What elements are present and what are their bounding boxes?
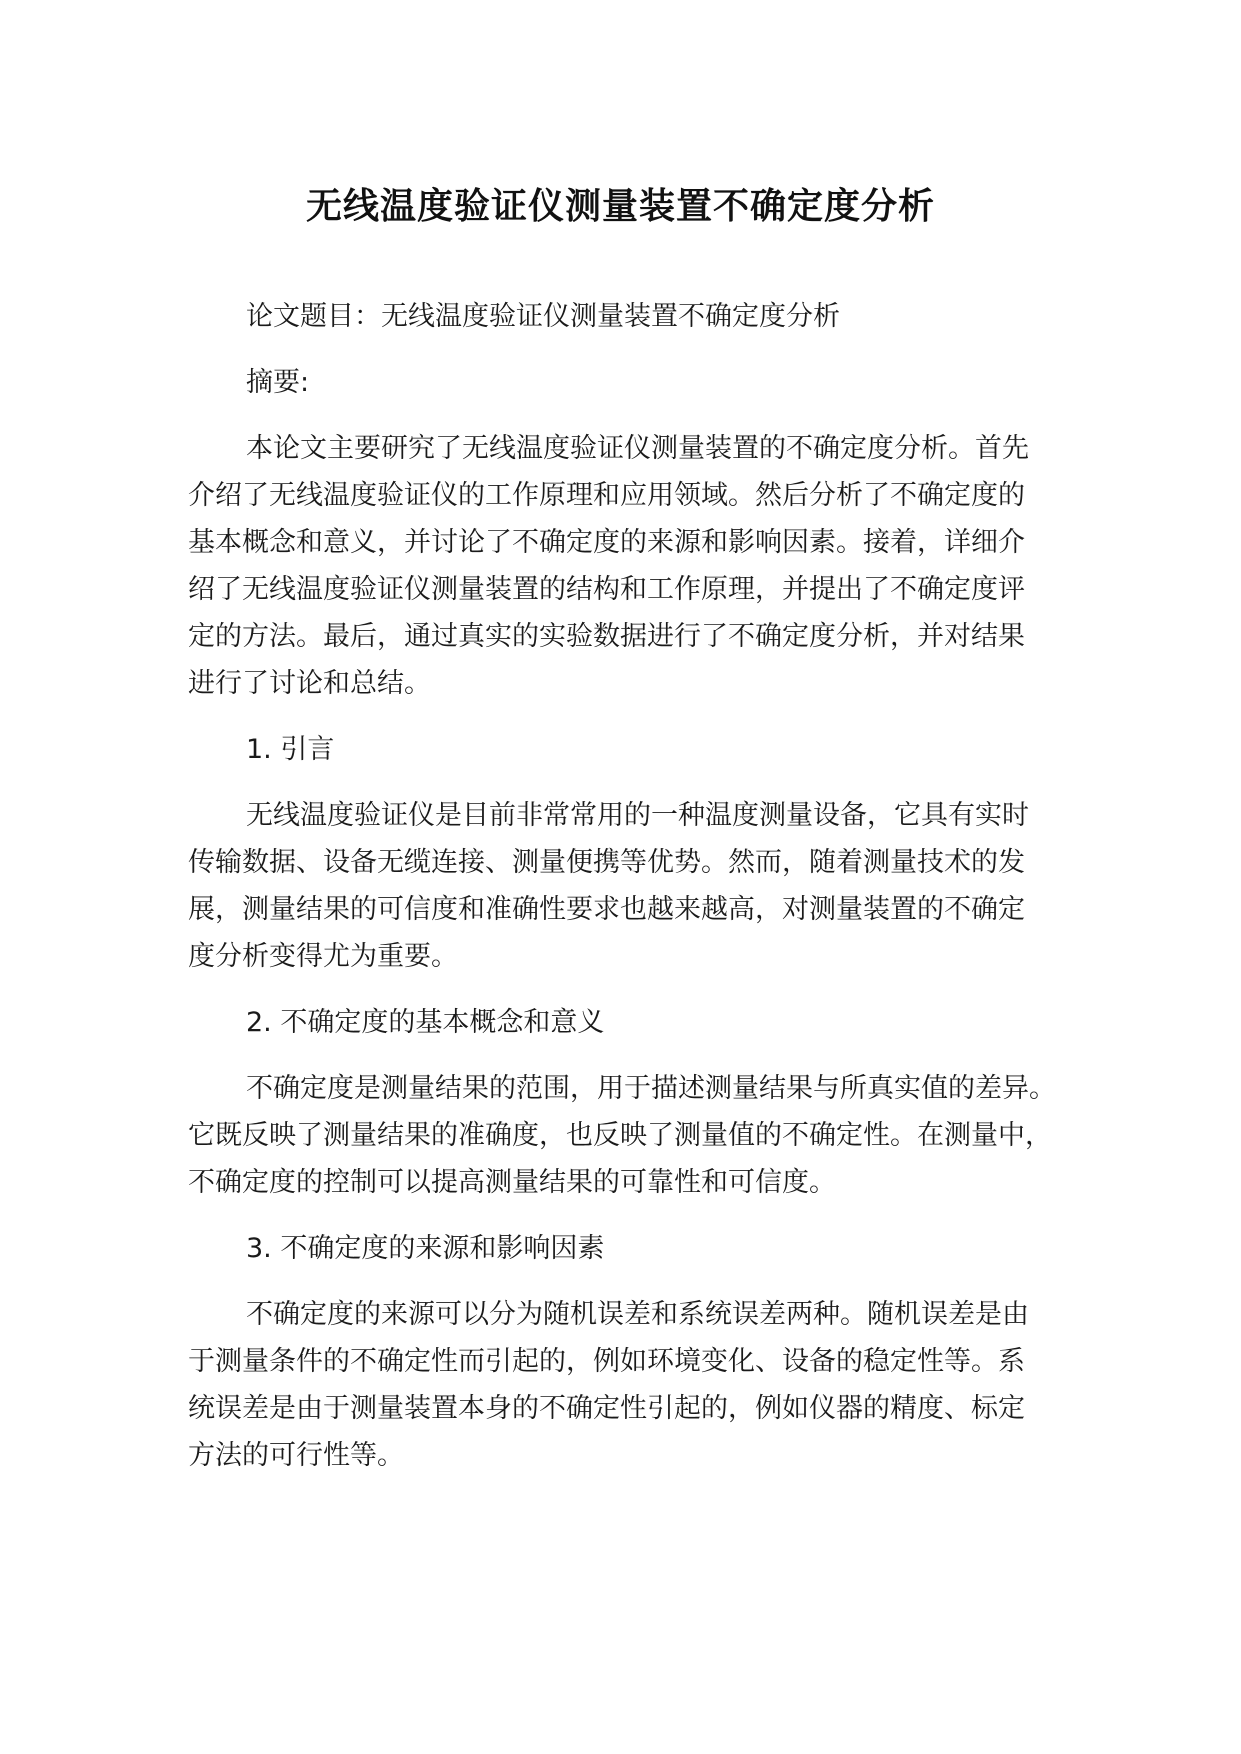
- text-line: 度分析变得尤为重要。: [188, 941, 458, 972]
- abstract-paragraph: [188, 425, 1088, 707]
- document-title: 无线温度验证仪测量装置不确定度分析: [305, 186, 935, 227]
- text-line: 不确定度的控制可以提高测量结果的可靠性和可信度。: [188, 1167, 836, 1198]
- text-line: 本论文主要研究了无线温度验证仪测量装置的不确定度分析。首先: [246, 433, 1029, 464]
- document-body: [188, 293, 1088, 1498]
- text-line: 不确定度的来源可以分为随机误差和系统误差两种。随机误差是由: [246, 1299, 1029, 1330]
- text-line: 定的方法。最后，通过真实的实验数据进行了不确定度分析，并对结果: [188, 621, 1025, 652]
- section-paragraph-concepts: [188, 1065, 1088, 1206]
- text-line: 基本概念和意义，并讨论了不确定度的来源和影响因素。接着，详细介: [188, 527, 1025, 558]
- text-line: 无线温度验证仪是目前非常常用的一种温度测量设备，它具有实时: [246, 800, 1029, 831]
- text-line: 展，测量结果的可信度和准确性要求也越来越高，对测量装置的不确定: [188, 894, 1025, 925]
- text-line: 介绍了无线温度验证仪的工作原理和应用领域。然后分析了不确定度的: [188, 480, 1025, 511]
- section-heading-concepts: 2. 不确定度的基本概念和意义: [246, 1007, 605, 1038]
- section-heading-sources: 3. 不确定度的来源和影响因素: [246, 1233, 605, 1264]
- section-paragraph-sources: [188, 1291, 1088, 1479]
- text-line: 方法的可行性等。: [188, 1440, 404, 1471]
- section-paragraph-introduction: [188, 792, 1088, 980]
- text-line: 绍了无线温度验证仪测量装置的结构和工作原理，并提出了不确定度评: [188, 574, 1025, 605]
- subject-line: 论文题目：无线温度验证仪测量装置不确定度分析: [246, 301, 840, 332]
- text-line: 进行了讨论和总结。: [188, 668, 431, 699]
- text-line: 不确定度是测量结果的范围，用于描述测量结果与所真实值的差异。: [246, 1073, 1056, 1104]
- section-heading-introduction: 1. 引言: [246, 734, 335, 765]
- text-line: 于测量条件的不确定性而引起的，例如环境变化、设备的稳定性等。系: [188, 1346, 1025, 1377]
- text-line: 统误差是由于测量装置本身的不确定性引起的，例如仪器的精度、标定: [188, 1393, 1025, 1424]
- text-line: 它既反映了测量结果的准确度，也反映了测量值的不确定性。在测量中，: [188, 1120, 1052, 1151]
- abstract-label: 摘要:: [246, 367, 310, 398]
- text-line: 传输数据、设备无缆连接、测量便携等优势。然而，随着测量技术的发: [188, 847, 1025, 878]
